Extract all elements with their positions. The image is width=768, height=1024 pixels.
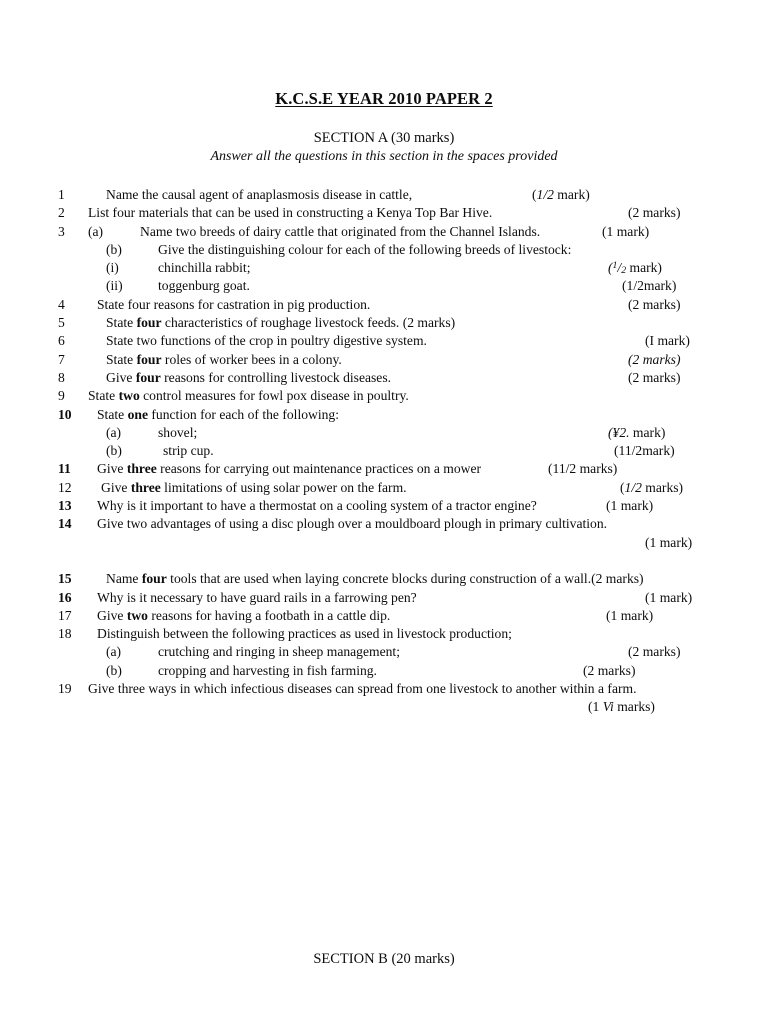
question-row (0, 607, 768, 625)
question-marks: (2 marks) (628, 205, 681, 221)
question-text: Name the causal agent of anaplasmosis disease in cattle, (106, 187, 413, 202)
question-row (0, 680, 768, 698)
question-text: Give three reasons for carrying out maintenance practices on a mower (97, 461, 482, 477)
question-number: 10 (58, 406, 72, 422)
question-marks: (1 mark) (645, 534, 693, 550)
blank-line (0, 552, 768, 570)
question-text: List four materials that can be used in constructing a Kenya Top Bar Hive. (88, 205, 493, 221)
question-row (0, 625, 768, 643)
section-a-heading: SECTION A (30 marks) (313, 130, 455, 146)
question-row (0, 186, 768, 204)
question-row (0, 332, 768, 350)
question-text: cropping and harvesting in fish farming. (158, 662, 377, 678)
question-sublabel: (i) (106, 260, 119, 276)
question-marks: (1 Vi marks) (588, 699, 655, 715)
section-a-instruction: Answer all the questions in this section in the spaces provided (210, 149, 558, 164)
question-text: chinchilla rabbit; (158, 260, 251, 276)
question-text: Why is it necessary to have guard rails in a farrowing pen? (97, 589, 417, 605)
question-marks: ($^1/_2$ mark) (608, 260, 662, 277)
question-number: 1 (58, 187, 65, 202)
question-sublabel: (a) (88, 223, 104, 239)
question-text: State two control measures for fowl pox disease in poultry. (88, 388, 409, 404)
question-text: Give the distinguishing colour for each of the following breeds of livestock: (158, 241, 572, 257)
question-marks: (1/2mark) (622, 278, 677, 294)
question-row (0, 460, 768, 478)
question-row (0, 570, 768, 588)
question-number: 4 (58, 296, 65, 312)
question-row (0, 296, 768, 314)
question-marks: (I mark) (645, 333, 690, 349)
question-marks: (¥2. mark) (608, 424, 666, 440)
question-sublabel: (a) (106, 424, 122, 440)
question-row (0, 223, 768, 241)
question-marks: (1/2 marks) (620, 479, 684, 495)
question-marks: (2 marks) (628, 296, 681, 312)
question-sublabel: (ii) (106, 278, 123, 294)
question-text: shovel; (158, 424, 198, 440)
question-row (0, 589, 768, 607)
question-marks: (1 mark) (645, 589, 693, 605)
question-number: 16 (58, 589, 72, 605)
question-row (0, 497, 768, 515)
question-number: 13 (58, 498, 72, 514)
question-number: 19 (58, 681, 72, 697)
question-number: 14 (58, 516, 72, 532)
question-row (0, 406, 768, 424)
question-marks: (2 marks) (628, 351, 681, 367)
question-row (0, 241, 768, 259)
question-number: 11 (58, 461, 71, 477)
question-sublabel: (a) (106, 644, 122, 660)
question-text: Name four tools that are used when laying concrete blocks during construction of a wall.(2 marks) (106, 571, 644, 587)
question-sublabel: (b) (106, 662, 122, 678)
question-marks: (11/2mark) (614, 443, 675, 459)
question-text: Give two advantages of using a disc plough over a mouldboard plough in primary cultivation. (97, 516, 608, 532)
question-text: Give three ways in which infectious diseases can spread from one livestock to another within a farm. (88, 681, 637, 697)
question-marks: (2 marks) (628, 369, 681, 385)
question-sublabel: (b) (106, 443, 122, 459)
question-text: State four reasons for castration in pig production. (97, 296, 371, 312)
question-number: 15 (58, 571, 72, 587)
question-row (0, 277, 768, 295)
question-row (0, 369, 768, 387)
question-marks: (1 mark) (602, 223, 650, 239)
question-marks: (11/2 marks) (548, 461, 618, 477)
question-number: 6 (58, 333, 65, 349)
question-row (0, 643, 768, 661)
question-text: toggenburg goat. (158, 278, 250, 294)
question-text: Give three limitations of using solar power on the farm. (101, 479, 407, 495)
question-text: Why is it important to have a thermostat on a cooling system of a tractor engine? (97, 498, 537, 514)
question-number: 7 (58, 351, 65, 367)
question-number: 2 (58, 205, 65, 221)
question-text: Name two breeds of dairy cattle that originated from the Channel Islands. (140, 223, 541, 239)
question-text: crutching and ringing in sheep management; (158, 644, 400, 660)
question-row (0, 515, 768, 533)
question-number: 5 (58, 315, 65, 331)
question-row (0, 424, 768, 442)
question-marks: (1/2 mark) (532, 187, 590, 202)
question-number: 12 (58, 479, 72, 495)
question-number: 17 (58, 607, 72, 623)
question-row (0, 662, 768, 680)
question-list (0, 186, 768, 717)
question-row (0, 351, 768, 369)
question-marks: (1 mark) (606, 607, 654, 623)
question-number: 9 (58, 388, 65, 404)
question-row (0, 204, 768, 222)
question-sublabel: (b) (106, 241, 122, 257)
question-text: strip cup. (163, 443, 214, 459)
question-marks: (1 mark) (606, 498, 654, 514)
question-text: Give two reasons for having a footbath in a cattle dip. (97, 607, 391, 623)
question-text: State two functions of the crop in poultry digestive system. (106, 333, 427, 349)
question-text: Distinguish between the following practices as used in livestock production; (97, 626, 512, 642)
question-row (0, 442, 768, 460)
question-row (0, 479, 768, 497)
question-marks: (2 marks) (628, 644, 681, 660)
question-row (0, 314, 768, 332)
page-title-text: K.C.S.E YEAR 2010 PAPER 2 (275, 89, 493, 108)
page-title (0, 89, 768, 109)
question-number: 3 (58, 223, 65, 239)
question-marks-row (0, 534, 768, 552)
question-text: State four roles of worker bees in a colony. (106, 351, 342, 367)
question-row (0, 259, 768, 277)
question-number: 18 (58, 626, 72, 642)
section-b-heading: SECTION B (20 marks) (313, 951, 455, 967)
question-number: 8 (58, 369, 65, 385)
question-text: Give four reasons for controlling livestock diseases. (106, 369, 392, 385)
question-text: State one function for each of the following: (97, 406, 339, 422)
question-text: State four characteristics of roughage livestock feeds. (2 marks) (106, 315, 456, 331)
question-marks-row (0, 698, 768, 716)
question-row (0, 387, 768, 405)
question-marks: (2 marks) (583, 662, 636, 678)
